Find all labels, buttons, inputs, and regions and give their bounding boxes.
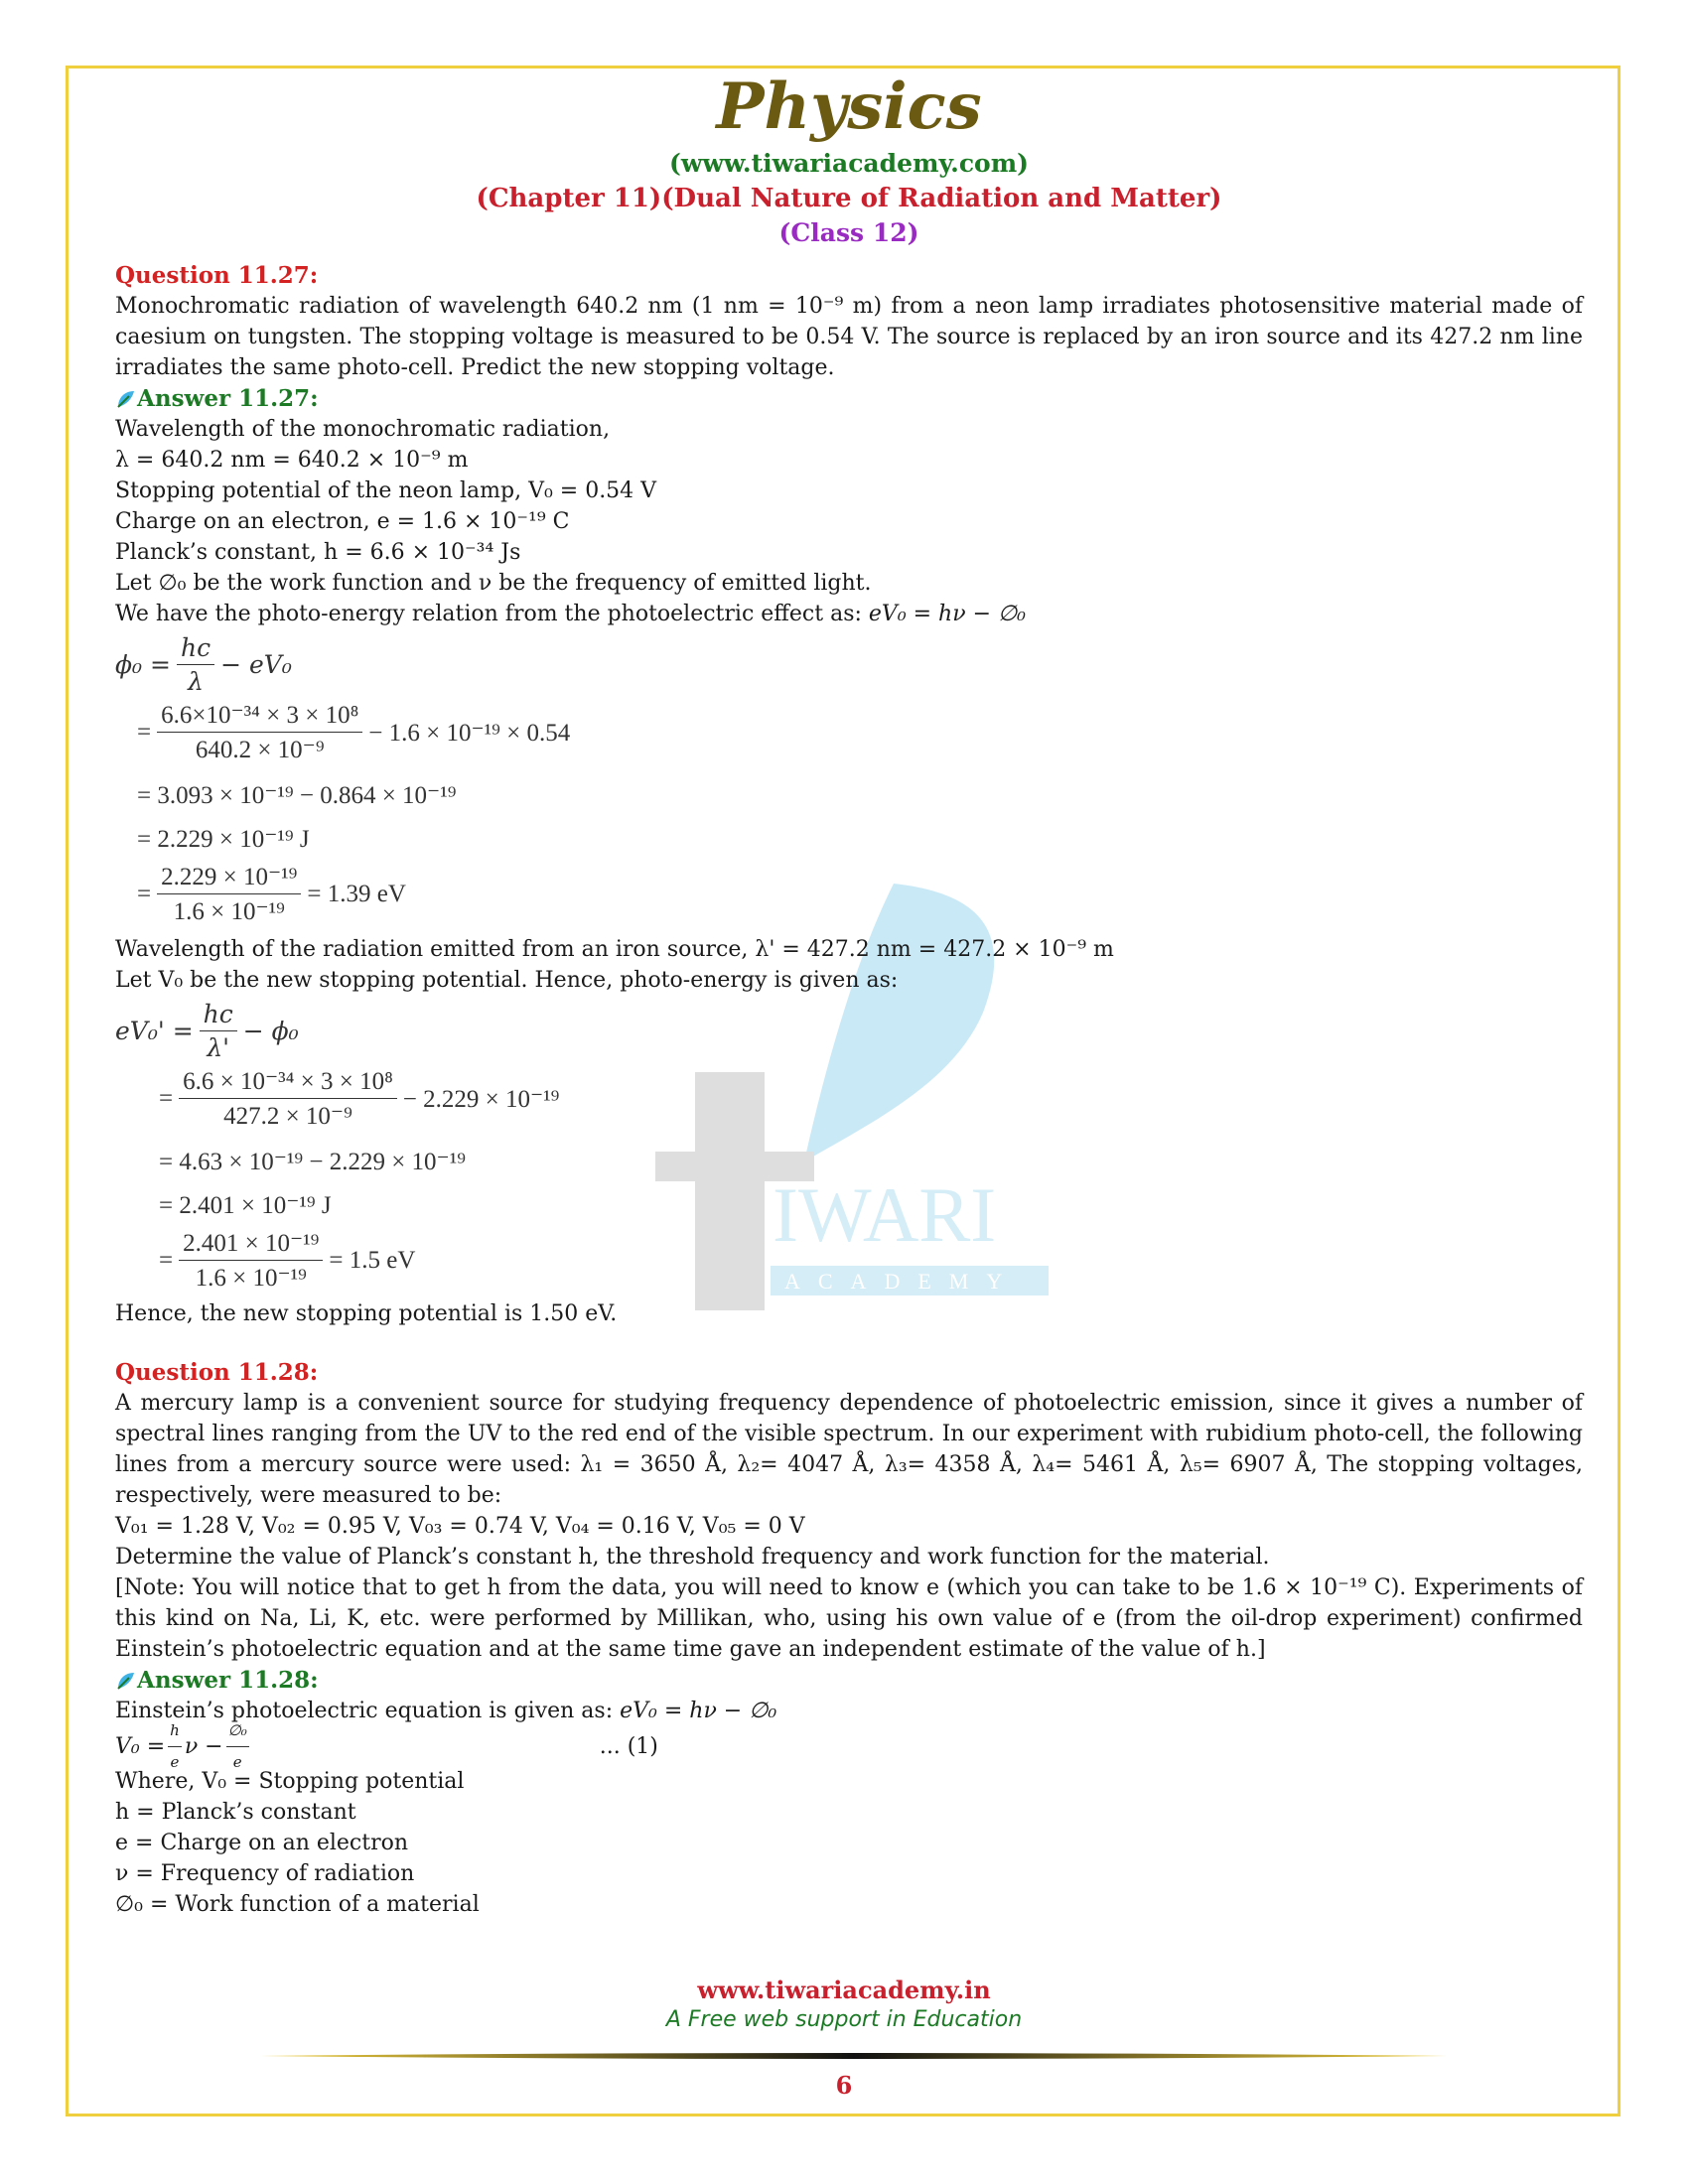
eq5-fraction [157, 862, 301, 926]
eq2-den: 640.2 × 10⁻⁹ [195, 737, 325, 763]
eq6-den: λ' [207, 1033, 230, 1062]
page-number: 6 [835, 2071, 853, 2100]
where-line: h = Planck’s constant [115, 1800, 356, 1825]
photo-energy-relation [115, 599, 1583, 629]
question-27-text: Monochromatic radiation of wavelength 640.2 nm (1 nm = 10⁻⁹ m) from a neon lamp irradiates photosensitive material made of caesium on tungsten. The stopping voltage is measured to be 0.54 V. The source is replaced by an iron source and its 427.2 nm line irradiates the same photo-cell. Predict the new stopping voltage. [115, 294, 1583, 380]
eq6-num: hc [200, 1000, 237, 1031]
leaf-icon [115, 1671, 135, 1691]
eq-e2: e [232, 1752, 242, 1771]
question-27-heading: Question 11.27: [115, 262, 319, 289]
answer-28-heading [115, 1665, 1583, 1696]
eq5-rhs: = 1.39 eV [307, 880, 406, 907]
eq1-lhs: ϕ₀ = [115, 650, 171, 679]
eq5-num: 2.229 × 10⁻¹⁹ [157, 862, 301, 894]
answer-27-conclusion: Hence, the new stopping potential is 1.50 eV. [115, 1301, 618, 1326]
eq7-rhs: − 2.229 × 10⁻¹⁹ [402, 1085, 560, 1113]
relation-text: We have the photo-energy relation from the photoelectric effect as: [115, 602, 869, 626]
where-line: ∅₀ = Work function of a material [115, 1892, 480, 1917]
question-28-heading: Question 11.28: [115, 1359, 319, 1386]
einstein-equation: eV₀ = hν − ∅₀ [620, 1699, 777, 1723]
eq-e: e [170, 1752, 180, 1771]
new-stopping-potential-line: Let V₀ be the new stopping potential. Hence, photo-energy is given as: [115, 968, 899, 993]
equation-reference: ... (1) [599, 1733, 658, 1759]
footer-divider [260, 2052, 1448, 2060]
eq6-fraction [200, 1000, 237, 1062]
equation-ev-conversion: = $\frac{\text{2.229 × 10⁻¹⁹}}{\text{1.6 × 10⁻¹⁹}}$ = 1.39 eV [137, 864, 406, 925]
einstein-equation-line [115, 1696, 1583, 1726]
eq2-num: 6.6×10⁻³⁴ × 3 × 10⁸ [157, 700, 362, 733]
question-28-text: A mercury lamp is a convenient source for studying frequency dependence of photoelectric emission, since it gives a number of spectral lines ranging from the UV to the red end of the visible spectrum. In our experiment with rubidium photo-cell, the following lines from a mercury source were used: λ₁ = 3650 Å, λ₂= 4047 Å, λ₃= 4358 Å, λ₄= 5461 Å, λ₅= 6907 Å, The stopping voltages, respectively, were measured to be: [115, 1391, 1583, 1508]
page-title: Physics [716, 69, 982, 144]
eq-h: h [168, 1715, 182, 1747]
answer-28-heading-label: Answer 11.28: [137, 1667, 319, 1694]
equation-new-substitution: = $\frac{\text{6.6 × 10⁻³⁴ × 3 × 10⁸}}{\text{427.2 × 10⁻⁹}}$ − 2.229 × 10⁻¹⁹ [159, 1068, 560, 1130]
eq-v0-lhs: V₀ = [115, 1733, 166, 1759]
relation-equation: eV₀ = hν − ∅₀ [868, 602, 1026, 626]
where-line: Where, V₀ = Stopping potential [115, 1769, 465, 1794]
answer-27-line: Planck’s constant, h = 6.6 × 10⁻³⁴ Js [115, 540, 521, 565]
equation-work-function [115, 633, 1583, 696]
leaf-icon [115, 389, 135, 409]
answer-27-line: Let ∅₀ be the work function and ν be the frequency of emitted light. [115, 571, 872, 596]
eq4: = 2.229 × 10⁻¹⁹ J [137, 826, 310, 853]
eq-nu-minus: ν − [184, 1733, 223, 1759]
question-28-determine: Determine the value of Planck’s constant h, the threshold frequency and work function for the material. [115, 1545, 1270, 1570]
watermark-brand: IWARI [773, 1171, 997, 1258]
answer-27-line: λ = 640.2 nm = 640.2 × 10⁻⁹ m [115, 448, 469, 473]
equation-new-energy [115, 1000, 1583, 1062]
eq1-num: hc [177, 633, 214, 665]
answer-27-heading [115, 383, 1583, 414]
question-28-note: [Note: You will notice that to get h from the data, you will need to know e (which you can take to be 1.6 × 10⁻¹⁹ C). Experiments of this kind on Na, Li, K, etc. were performed by Millikan, who, using his own value of e (from the oil-drop experiment) confirmed Einstein’s photoelectric equation and at the same time gave an independent estimate of the value of h.] [115, 1575, 1583, 1662]
where-line: ν = Frequency of radiation [115, 1861, 415, 1886]
eq7-den: 427.2 × 10⁻⁹ [223, 1103, 352, 1130]
equation-block-27b [115, 1000, 1583, 1293]
answer-27-line: Stopping potential of the neon lamp, V₀ = 0.54 V [115, 478, 657, 503]
eq7-num: 6.6 × 10⁻³⁴ × 3 × 10⁸ [179, 1066, 397, 1099]
footer-tagline: A Free web support in Education [665, 2007, 1023, 2032]
header-chapter: (Chapter 11)(Dual Nature of Radiation and Matter) [476, 184, 1222, 213]
eq10-den: 1.6 × 10⁻¹⁹ [195, 1265, 307, 1292]
eq8: = 4.63 × 10⁻¹⁹ − 2.229 × 10⁻¹⁹ [159, 1149, 466, 1175]
eq1-rhs: − eV₀ [220, 650, 292, 679]
eq10-rhs: = 1.5 eV [329, 1246, 416, 1274]
equation-substitution: = $\frac{\text{6.6×10⁻³⁴ × 3 × 10⁸}}{\text{640.2 × 10⁻⁹}}$ − 1.6 × 10⁻¹⁹ × 0.54 [137, 702, 571, 763]
footer-site-link[interactable]: www.tiwariacademy.in [697, 1976, 991, 2004]
header-site: (www.tiwariacademy.com) [668, 149, 1029, 178]
iron-source-line: Wavelength of the radiation emitted from an iron source, λ' = 427.2 nm = 427.2 × 10⁻⁹ m [115, 937, 1114, 962]
eq9: = 2.401 × 10⁻¹⁹ J [159, 1192, 332, 1219]
equation-new-ev: = $\frac{\text{2.401 × 10⁻¹⁹}}{\text{1.6 × 10⁻¹⁹}}$ = 1.5 eV [159, 1230, 416, 1292]
eq5-den: 1.6 × 10⁻¹⁹ [173, 898, 285, 925]
answer-27-line: Charge on an electron, e = 1.6 × 10⁻¹⁹ C [115, 509, 570, 534]
header-class: (Class 12) [778, 218, 919, 247]
answer-27-heading-label: Answer 11.27: [137, 385, 319, 412]
eq1-den: λ [188, 667, 204, 696]
eq6-lhs: eV₀' = [115, 1017, 194, 1045]
answer-27-line: Wavelength of the monochromatic radiation, [115, 417, 611, 442]
equation-1 [115, 1720, 1583, 1771]
einstein-text: Einstein’s photoelectric equation is given as: [115, 1699, 621, 1723]
eq6-rhs: − ϕ₀ [242, 1017, 299, 1045]
eq2-fraction [157, 700, 362, 764]
eq7-fraction [179, 1066, 397, 1131]
question-28-voltages: V₀₁ = 1.28 V, V₀₂ = 0.95 V, V₀₃ = 0.74 V, V₀₄ = 0.16 V, V₀₅ = 0 V [115, 1514, 805, 1539]
eq3: = 3.093 × 10⁻¹⁹ − 0.864 × 10⁻¹⁹ [137, 782, 457, 809]
eq-phi: ∅₀ [226, 1715, 249, 1747]
equation-block-27a [115, 633, 1583, 926]
eq10-fraction [179, 1228, 323, 1293]
eq10-num: 2.401 × 10⁻¹⁹ [179, 1228, 323, 1261]
eq1-fraction [177, 633, 214, 696]
where-line: e = Charge on an electron [115, 1831, 409, 1855]
eq2-rhs: − 1.6 × 10⁻¹⁹ × 0.54 [368, 719, 571, 747]
watermark-sub: ACADEMY [784, 1269, 1021, 1294]
page-content [115, 68, 1583, 1920]
